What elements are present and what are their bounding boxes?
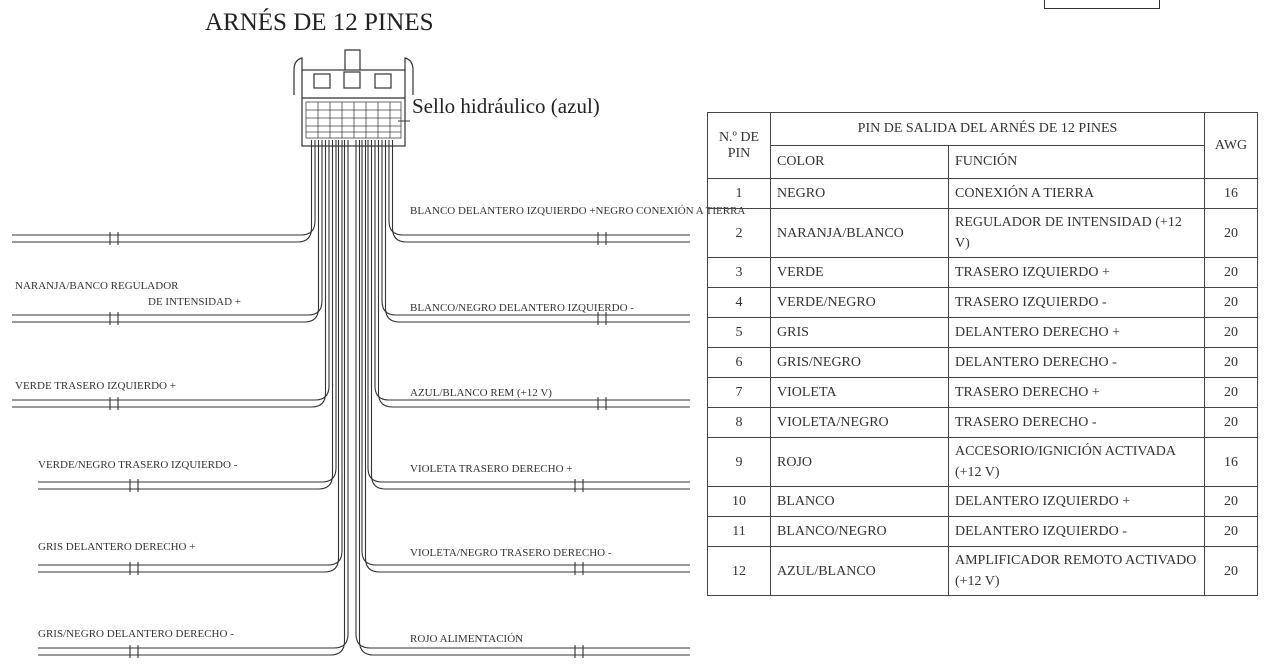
- awg-cell: 16: [1205, 438, 1258, 487]
- wire-label: VIOLETA TRASERO DERECHO +: [410, 463, 573, 475]
- table-row: [708, 378, 1258, 408]
- wire-label: VERDE/NEGRO TRASERO IZQUIERDO -: [38, 459, 238, 471]
- awg-cell: 16: [1205, 179, 1258, 209]
- seal-grid: [306, 102, 401, 138]
- function-cell: DELANTERO IZQUIERDO -: [949, 517, 1205, 547]
- right-wire-1: [389, 140, 690, 235]
- left-wire-4: [38, 140, 336, 482]
- color-cell: NARANJA/BLANCO: [771, 209, 949, 258]
- wire-label: VERDE TRASERO IZQUIERDO +: [15, 380, 176, 392]
- right-wire-2: [382, 140, 690, 315]
- awg-cell: 20: [1205, 348, 1258, 378]
- wire-label: GRIS DELANTERO DERECHO +: [38, 541, 196, 553]
- function-cell: DELANTERO IZQUIERDO +: [949, 487, 1205, 517]
- awg-cell: 20: [1205, 547, 1258, 596]
- left-wire-1: [12, 140, 312, 242]
- function-cell: REGULADOR DE INTENSIDAD (+12 V): [949, 209, 1205, 258]
- connector-right-clip: [405, 58, 413, 95]
- wire-label: GRIS/NEGRO DELANTERO DERECHO -: [38, 628, 234, 640]
- table-row: [708, 288, 1258, 318]
- wire-label: BLANCO/NEGRO DELANTERO IZQUIERDO -: [410, 302, 634, 314]
- function-cell: AMPLIFICADOR REMOTO ACTIVADO (+12 V): [949, 547, 1205, 596]
- pin-cell: 11: [708, 517, 771, 547]
- function-cell: TRASERO DERECHO +: [949, 378, 1205, 408]
- function-cell: TRASERO IZQUIERDO +: [949, 258, 1205, 288]
- awg-cell: 20: [1205, 487, 1258, 517]
- connector-slot-right: [375, 74, 391, 88]
- pin-cell: 5: [708, 318, 771, 348]
- awg-cell: 20: [1205, 408, 1258, 438]
- seal-label: Sello hidráulico (azul): [412, 94, 600, 118]
- function-cell: DELANTERO DERECHO -: [949, 348, 1205, 378]
- color-cell: BLANCO: [771, 487, 949, 517]
- function-cell: CONEXIÓN A TIERRA: [949, 179, 1205, 209]
- pin-cell: 7: [708, 378, 771, 408]
- connector-left-clip: [294, 58, 302, 95]
- table-row: [708, 408, 1258, 438]
- awg-cell: 20: [1205, 517, 1258, 547]
- connector-body: [302, 70, 405, 146]
- left-wire-3: [12, 140, 329, 400]
- pin-cell: 12: [708, 547, 771, 596]
- awg-cell: 20: [1205, 378, 1258, 408]
- color-cell: VERDE: [771, 258, 949, 288]
- pin-cell: 6: [708, 348, 771, 378]
- corner-frame: [1044, 0, 1160, 9]
- header-group: PIN DE SALIDA DEL ARNÉS DE 12 PINES: [771, 113, 1205, 146]
- connector-top-tab: [345, 50, 360, 70]
- color-cell: VIOLETA: [771, 378, 949, 408]
- table-row: [708, 547, 1258, 596]
- pin-cell: 9: [708, 438, 771, 487]
- table-row: [708, 209, 1258, 258]
- header-function: FUNCIÓN: [949, 146, 1205, 179]
- left-wire-2: [12, 140, 319, 322]
- color-cell: ROJO: [771, 438, 949, 487]
- color-cell: NEGRO: [771, 179, 949, 209]
- left-wire-1: [12, 140, 315, 235]
- wire-label: NARANJA/BANCO REGULADOR: [15, 280, 179, 292]
- pin-cell: 10: [708, 487, 771, 517]
- awg-cell: 20: [1205, 288, 1258, 318]
- header-awg: AWG: [1205, 113, 1258, 179]
- pin-cell: 3: [708, 258, 771, 288]
- left-wire-5: [38, 140, 342, 565]
- wire-label: AZUL/BLANCO REM (+12 V): [410, 387, 552, 399]
- pin-cell: 2: [708, 209, 771, 258]
- color-cell: BLANCO/NEGRO: [771, 517, 949, 547]
- wire-label: VIOLETA/NEGRO TRASERO DERECHO -: [410, 547, 612, 559]
- table-row: [708, 318, 1258, 348]
- connector-slot-left: [314, 74, 330, 88]
- left-wire-3: [12, 140, 326, 407]
- table-row: [708, 438, 1258, 487]
- header-pin: N.º DE PIN: [708, 113, 771, 179]
- pin-cell: 1: [708, 179, 771, 209]
- color-cell: GRIS/NEGRO: [771, 348, 949, 378]
- function-cell: ACCESORIO/IGNICIÓN ACTIVADA (+12 V): [949, 438, 1205, 487]
- function-cell: DELANTERO DERECHO +: [949, 318, 1205, 348]
- awg-cell: 20: [1205, 258, 1258, 288]
- awg-cell: 20: [1205, 209, 1258, 258]
- right-wire-5: [362, 140, 690, 565]
- table-row: [708, 517, 1258, 547]
- connector-slot-center: [344, 72, 360, 88]
- function-cell: TRASERO DERECHO -: [949, 408, 1205, 438]
- left-wire-6: [38, 140, 345, 655]
- pinout-table: [707, 112, 1258, 596]
- color-cell: AZUL/BLANCO: [771, 547, 949, 596]
- wire-label: DE INTENSIDAD +: [148, 296, 241, 308]
- pin-cell: 4: [708, 288, 771, 318]
- color-cell: VERDE/NEGRO: [771, 288, 949, 318]
- wire-label: BLANCO DELANTERO IZQUIERDO +NEGRO CONEXIÓN A TIERRA: [410, 205, 746, 217]
- function-cell: TRASERO IZQUIERDO -: [949, 288, 1205, 318]
- wire-label: ROJO ALIMENTACIÓN: [410, 633, 524, 645]
- color-cell: GRIS: [771, 318, 949, 348]
- right-wire-3: [379, 140, 691, 407]
- diagram-title: ARNÉS DE 12 PINES: [205, 9, 434, 36]
- pin-cell: 8: [708, 408, 771, 438]
- color-cell: VIOLETA/NEGRO: [771, 408, 949, 438]
- table-row: [708, 487, 1258, 517]
- right-wire-2: [386, 140, 691, 322]
- right-wire-1: [393, 140, 691, 242]
- table-row: [708, 258, 1258, 288]
- left-wire-5: [38, 140, 339, 572]
- right-wire-3: [375, 140, 690, 400]
- awg-cell: 20: [1205, 318, 1258, 348]
- table-row: [708, 348, 1258, 378]
- table-row: [708, 179, 1258, 209]
- header-color: COLOR: [771, 146, 949, 179]
